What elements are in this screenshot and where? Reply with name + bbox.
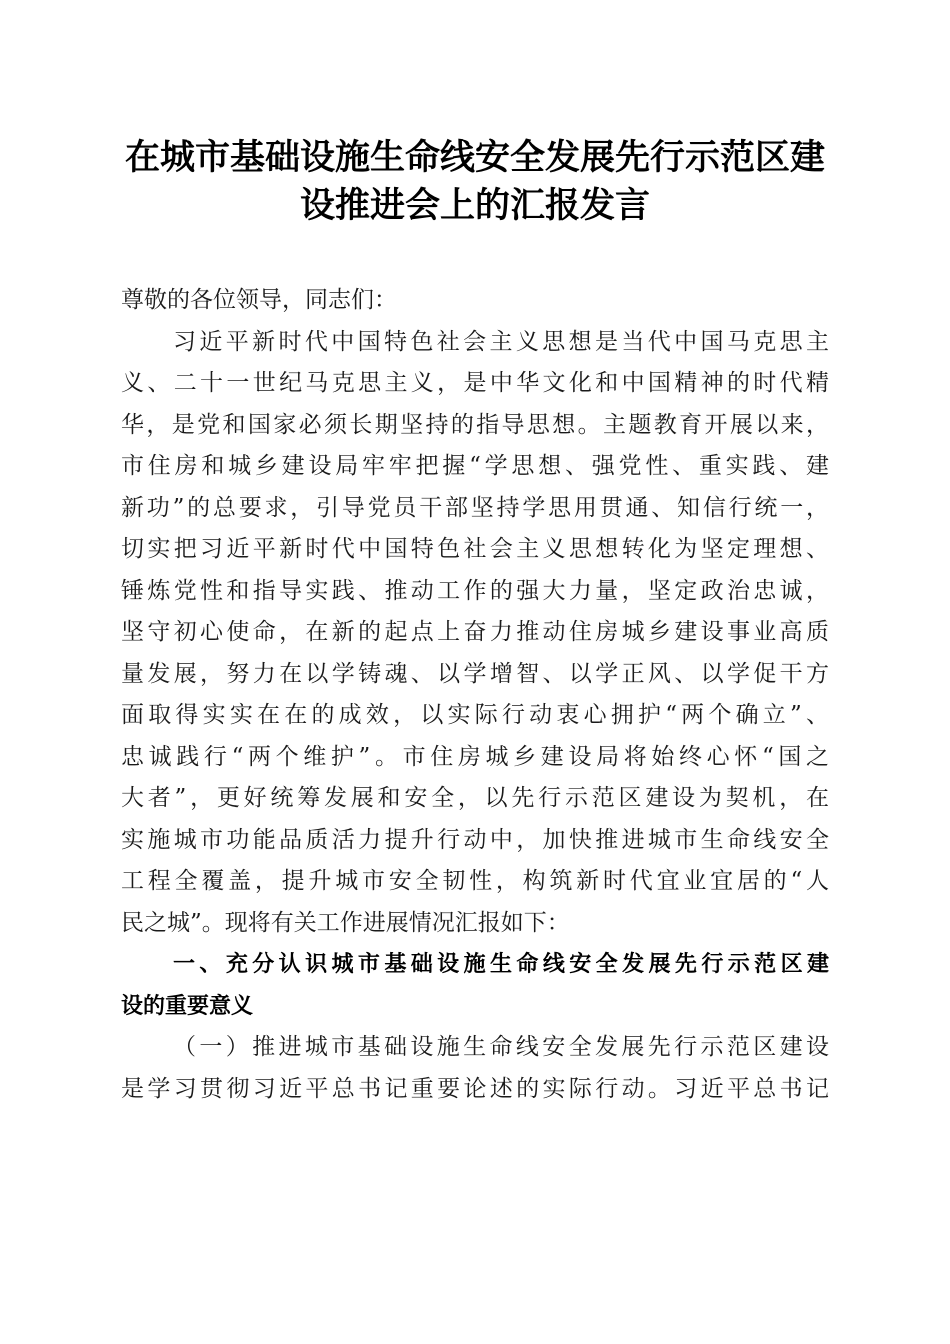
paragraph-line: 习近平新时代中国特色社会主义思想是当代中国马克思主 (173, 328, 829, 355)
paragraph-line: 华，是党和国家必须长期坚持的指导思想。主题教育开展以来， (121, 411, 829, 438)
document-title (110, 134, 840, 230)
paragraph-line: 工程全覆盖，提升城市安全韧性，构筑新时代宜业宜居的“人 (121, 868, 829, 894)
paragraph-line: 忠诚践行“两个维护”。市住房城乡建设局将始终心怀“国之 (121, 743, 829, 770)
paragraph-line: 面取得实实在在的成效，以实际行动衷心拥护“两个确立”、 (121, 702, 829, 728)
paragraph-line: 义、二十一世纪马克思主义，是中华文化和中国精神的时代精 (121, 370, 829, 396)
section-heading-line: 一、充分认识城市基础设施生命线安全发展先行示范区建 (173, 952, 829, 977)
salutation: 尊敬的各位领导，同志们： (121, 287, 397, 313)
paragraph-line: 民之城”。现将有关工作进展情况汇报如下： (121, 909, 570, 936)
paragraph-line: 切实把习近平新时代中国特色社会主义思想转化为坚定理想、 (121, 536, 829, 562)
paragraph-line: 新功”的总要求，引导党员干部坚持学思用贯通、知信行统一， (121, 494, 829, 521)
subsection-line: 是学习贯彻习近平总书记重要论述的实际行动。习近平总书记 (121, 1075, 829, 1102)
subsection-line: （一）推进城市基础设施生命线安全发展先行示范区建设 (173, 1034, 829, 1060)
paragraph-line: 锤炼党性和指导实践、推动工作的强大力量，坚定政治忠诚， (121, 577, 829, 604)
paragraph-line: 量发展，努力在以学铸魂、以学增智、以学正风、以学促干方 (121, 660, 829, 687)
paragraph-line: 实施城市功能品质活力提升行动中，加快推进城市生命线安全 (121, 826, 829, 853)
title-line: 设推进会上的汇报发言 (299, 185, 650, 226)
document-body (121, 280, 829, 1110)
paragraph-line: 市住房和城乡建设局牢牢把握“学思想、强党性、重实践、建 (121, 453, 829, 479)
title-line: 在城市基础设施生命线安全发展先行示范区建 (124, 137, 825, 178)
paragraph-line: 坚守初心使命，在新的起点上奋力推动住房城乡建设事业高质 (121, 619, 829, 645)
paragraph-line: 大者”，更好统筹发展和安全，以先行示范区建设为契机，在 (121, 785, 829, 811)
section-heading-line: 设的重要意义 (121, 993, 254, 1019)
